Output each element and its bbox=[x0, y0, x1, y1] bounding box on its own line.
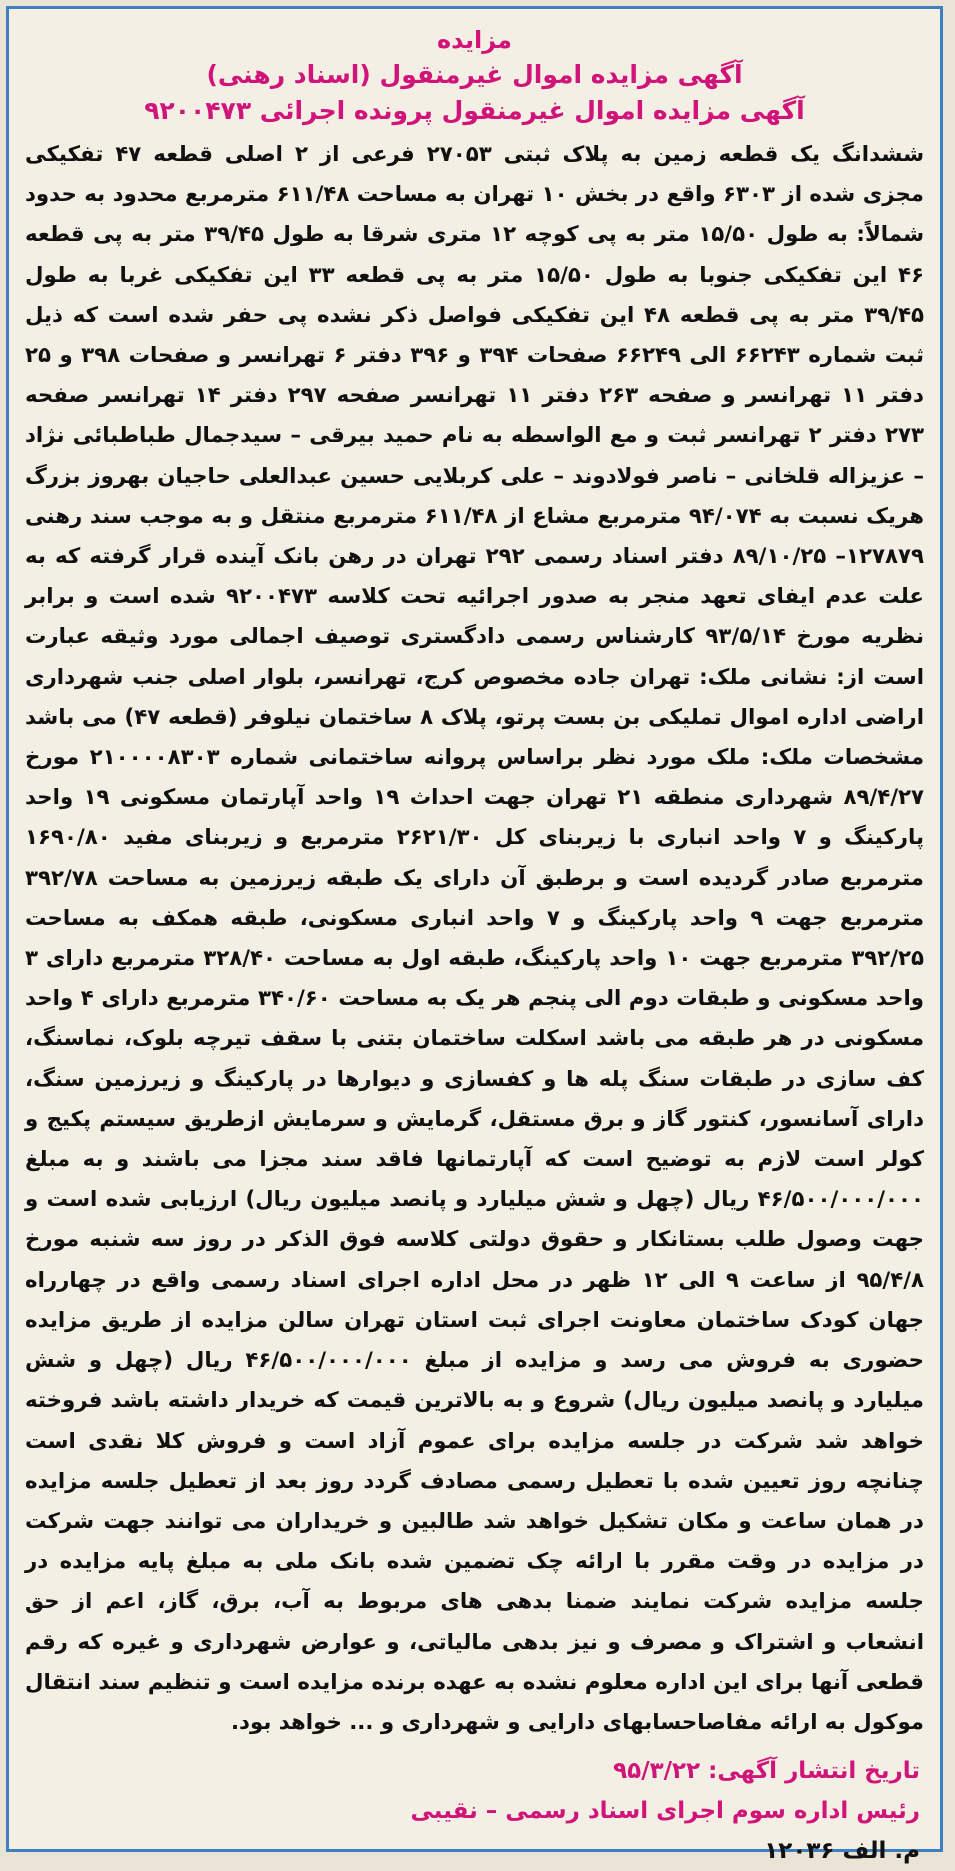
signature-line: رئیس اداره سوم اجرای اسناد رسمی – نقیبی bbox=[410, 1798, 920, 1825]
notice-footer bbox=[19, 1751, 920, 1871]
notice-file-line: آگهی مزایده اموال غیرمنقول پرونده اجرائی ۹۲۰۰۴۷۳ bbox=[144, 96, 805, 125]
notice-content bbox=[19, 19, 930, 1865]
notice-title: مزایده bbox=[436, 26, 513, 54]
notice-body: ششدانگ یک قطعه زمین به پلاک ثبتی ۲۷۰۵۳ فرعی از ۲ اصلی قطعه ۴۷ تفکیکی مجزی شده از ۶۳۰۳ واقع در بخش ۱۰ تهران به مساحت ۶۱۱/۴۸ مترمربع محدود به حدود شمالاً: به طول ۱۵/۵۰ متر به پی کوچه ۱۲ متری شرقا به طول ۳۹/۴۵ متر به پی قطعه ۴۶ این تفکیکی جنوبا به طول ۱۵/۵۰ متر به پی قطعه ۳۳ این تفکیکی غربا به طول ۳۹/۴۵ متر به پی قطعه ۴۸ این تفکیکی فواصل ذکر نشده پی حفر شده است که ذیل ثبت شماره ۶۶۲۴۳ الی ۶۶۲۴۹ صفحات ۳۹۴ و ۳۹۶ دفتر ۶ تهرانسر و صفحات ۳۹۸ و ۲۵ دفتر ۱۱ تهرانسر و صفحه ۲۶۳ دفتر ۱۱ تهرانسر صفحه ۲۹۷ دفتر ۱۴ تهرانسر صفحه ۲۷۳ دفتر ۲ تهرانسر ثبت و مع الواسطه به نام حمید بیرقی – سیدجمال طباطبائی نژاد – عزیزاله قلخانی – ناصر فولادوند – علی کربلایی حسین عبدالعلی حاجیان بهروز بزرگ هریک نسبت به ۹۴/۰۷۴ مترمربع مشاع از ۶۱۱/۴۸ مترمربع منتقل و به موجب سند رهنی ۱۲۷۸۷۹– ۸۹/۱۰/۲۵ دفتر اسناد رسمی ۲۹۲ تهران در رهن بانک آینده قرار گرفته که به علت عدم ایفای تعهد منجر به صدور اجرائیه تحت کلاسه ۹۲۰۰۴۷۳ شده است و برابر نظریه مورخ ۹۳/۵/۱۴ کارشناس رسمی دادگستری توصیف اجمالی مورد وثیقه عبارت است از: نشانی ملک: تهران جاده مخصوص کرج، تهرانسر، بلوار اصلی جنب شهرداری اراضی اداره اموال تملیکی بن بست پرتو، پلاک ۸ ساختمان نیلوفر (قطعه ۴۷) می باشد مشخصات ملک: ملک مورد نظر براساس پروانه ساختمانی شماره ۲۱۰۰۰۰۸۳۰۳ مورخ ۸۹/۴/۲۷ شهرداری منطقه ۲۱ تهران جهت احداث ۱۹ واحد آپارتمان مسکونی ۱۹ واحد پارکینگ و ۷ واحد انباری با زیربنای کل ۲۶۲۱/۳۰ مترمربع و زیربنای مفید ۱۶۹۰/۸۰ مترمربع صادر گردیده است و برطبق آن دارای یک طبقه زیرزمین به مساحت ۳۹۲/۷۸ مترمربع جهت ۹ واحد پارکینگ و ۷ واحد انباری مسکونی، طبقه همکف به مساحت ۳۹۲/۲۵ مترمربع جهت ۱۰ واحد پارکینگ، طبقه اول به مساحت ۳۲۸/۴۰ مترمربع دارای ۳ واحد مسکونی و طبقات دوم الی پنجم هر یک به مساحت ۳۴۰/۶۰ مترمربع دارای ۴ واحد مسکونی در هر طبقه می باشد اسکلت ساختمان بتنی با سقف تیرچه بلوک، نماسنگ، کف سازی در طبقات سنگ پله ها و کفسازی و دیوارها در پارکینگ و زیرزمین سنگ، دارای آسانسور، کنتور گاز و برق مستقل، گرمایش و سرمایش ازطریق سیستم پکیج و کولر است لازم به توضیح است که آپارتمانها فاقد سند مجزا می باشند و به مبلغ ۴۶/۵۰۰/۰۰۰/۰۰۰ ریال (چهل و شش میلیارد و پانصد میلیون ریال) ارزیابی شده است و جهت وصول طلب بستانکار و حقوق دولتی کلاسه فوق الذکر در روز سه شنبه مورخ ۹۵/۴/۸ از ساعت ۹ الی ۱۲ ظهر در محل اداره اجرای اسناد رسمی واقع در چهارراه جهان کودک ساختمان معاونت اجرای ثبت استان تهران سالن مزایده از طریق مزایده حضوری به فروش می رسد و مزایده از مبلغ ۴۶/۵۰۰/۰۰۰/۰۰۰ ریال (چهل و شش میلیارد و پانصد میلیون ریال) شروع و به بالاترین قیمت که خریدار داشته باشد فروخته خواهد شد شرکت در جلسه مزایده برای عموم آزاد است و فروش کلا نقدی است چنانچه روز تعیین شده با تعطیل رسمی مصادف گردد روز بعد از تعطیل جلسه مزایده در همان ساعت و مکان تشکیل خواهد شد طالبین و خریداران می توانند جهت شرکت در مزایده در وقت مقرر با ارائه چک تضمین شده بانک ملی به مبلغ پایه مزایده در جلسه مزایده شرکت نمایند ضمنا بدهی های مربوط به آب، برق، گاز، اعم از حق انشعاب و اشتراک و مصرف و نیز بدهی مالیاتی، و عوارض شهرداری و غیره که رقم قطعی آنها برای این اداره معلوم نشده به عهده برنده مزایده است و تنظیم سند انتقال موکول به ارائه مفاصاحسابهای دارایی و شهرداری و ... خواهد بود. bbox=[25, 142, 925, 1735]
ad-code: م. الف ۱۲۰۳۶ bbox=[764, 1838, 920, 1865]
notice-frame bbox=[6, 6, 943, 1865]
notice-subtitle: آگهی مزایده اموال غیرمنقول (اسناد رهنی) bbox=[206, 60, 743, 89]
publish-date: تاریخ انتشار آگهی: ۹۵/۳/۲۲ bbox=[613, 1758, 920, 1785]
